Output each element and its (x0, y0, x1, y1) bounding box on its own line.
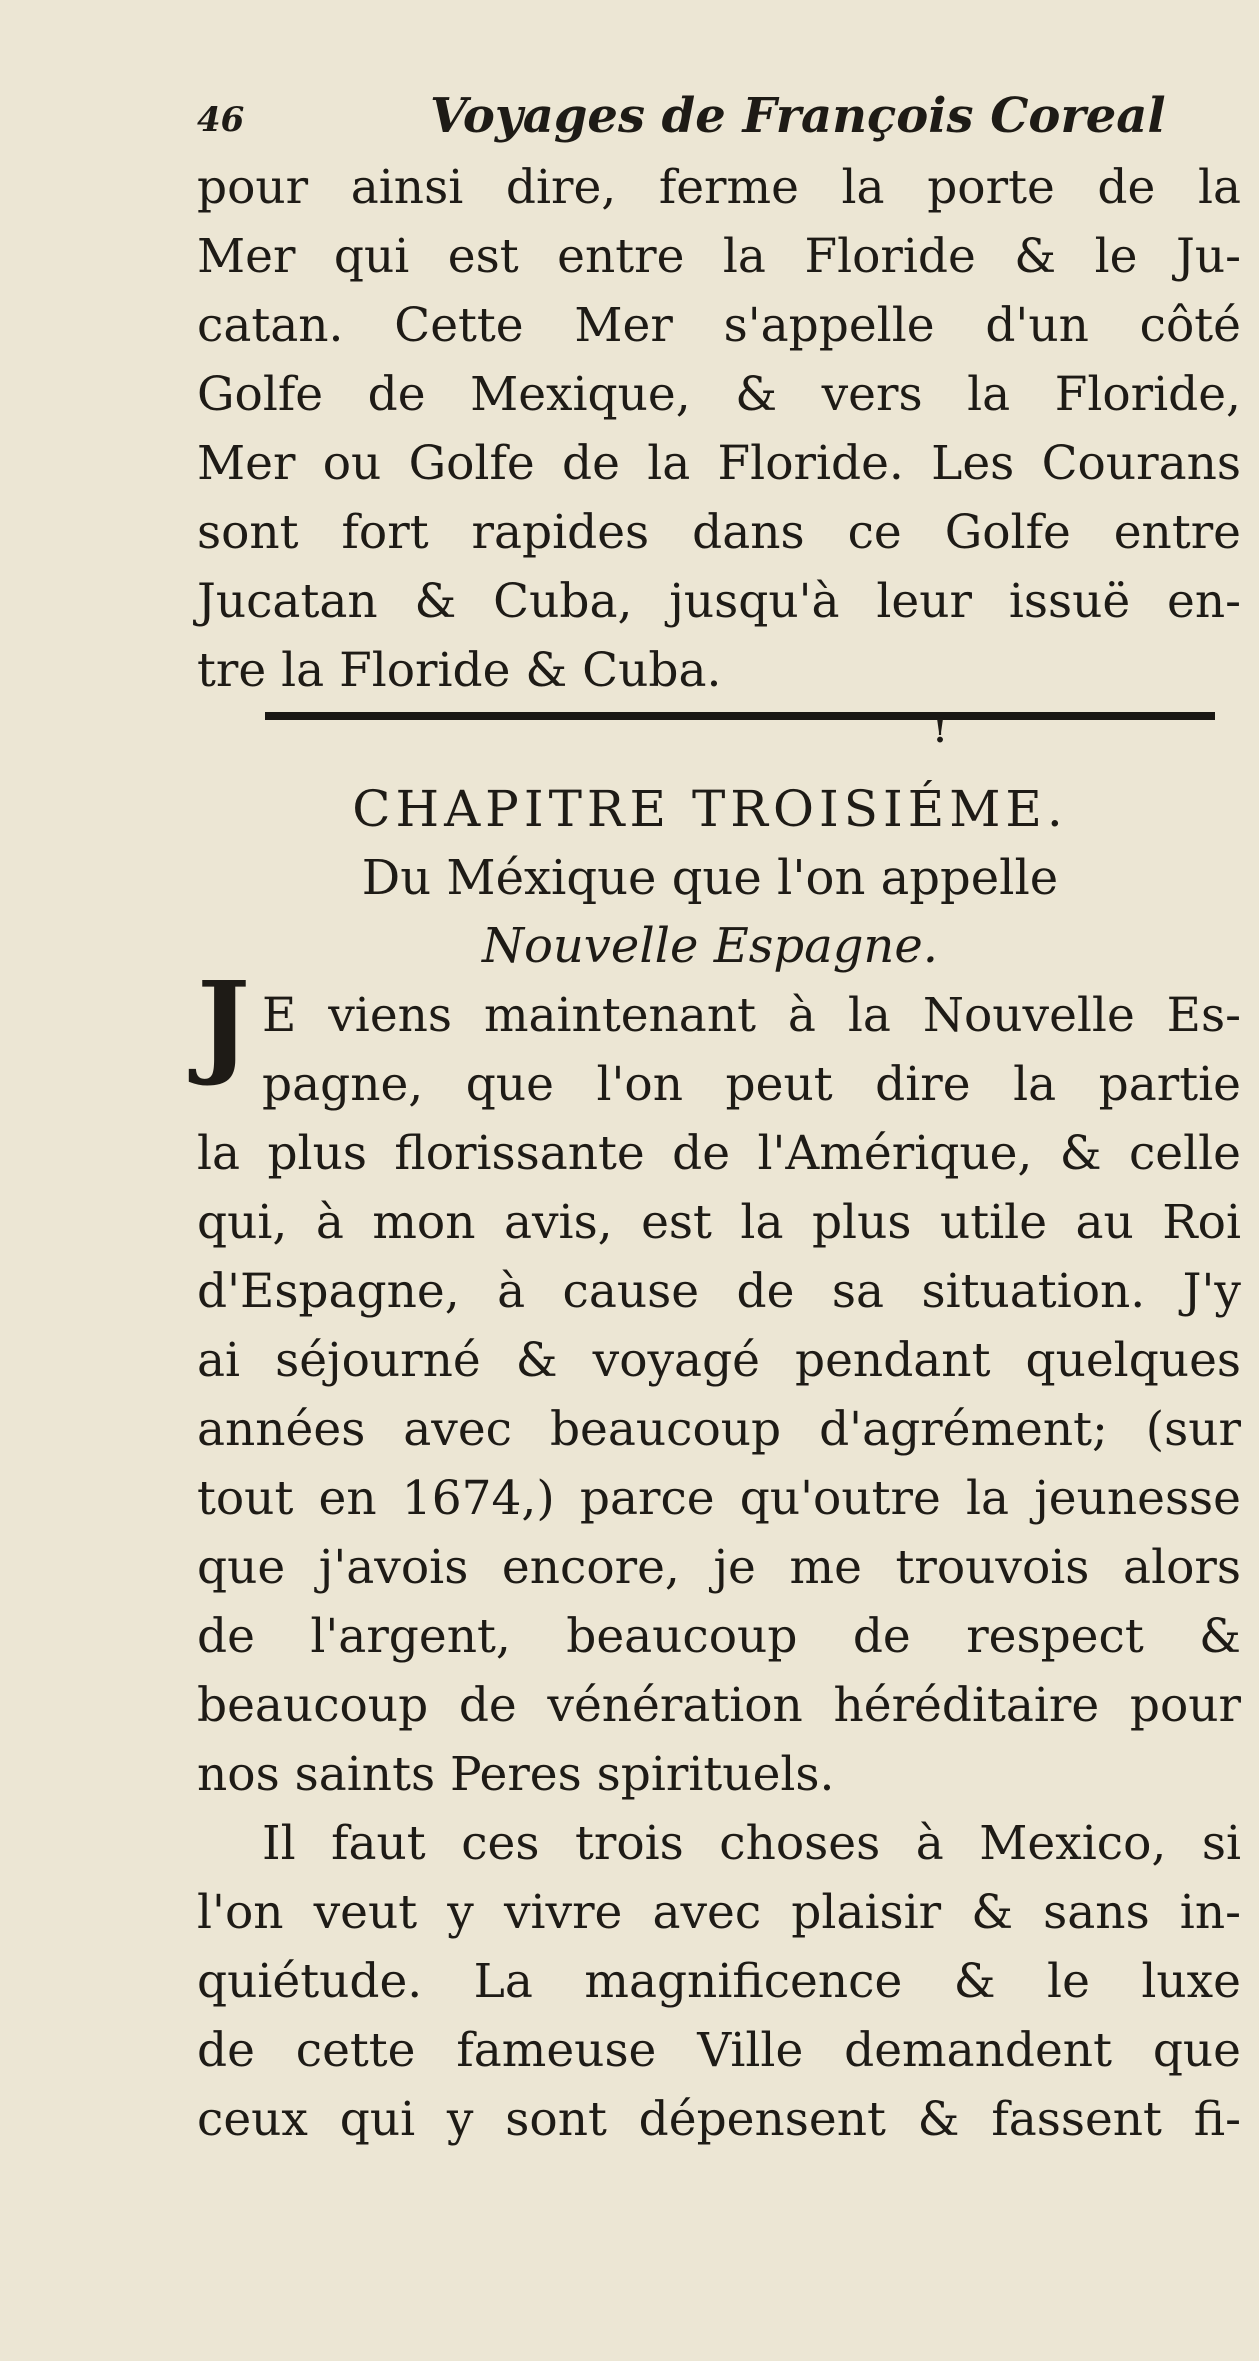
text-line: nos saints Peres spirituels. (197, 1747, 835, 1802)
text-line: Jucatan & Cuba, jusqu'à leur issuë en- (197, 574, 1241, 629)
printer-mark: ! (933, 712, 948, 750)
text-line: Il faut ces trois choses à Mexico, si (262, 1816, 1241, 1871)
text-line: pagne, que l'on peut dire la partie (262, 1057, 1241, 1112)
text-line: la plus florissante de l'Amérique, & celle (197, 1126, 1241, 1181)
text-line: que j'avois encore, je me trouvois alors (197, 1540, 1241, 1595)
text-line: l'on veut y vivre avec plaisir & sans in- (197, 1885, 1241, 1940)
text-line: sont fort rapides dans ce Golfe entre (197, 505, 1241, 560)
text-line: Golfe de Mexique, & vers la Floride, (197, 367, 1241, 422)
text-line: de cette fameuse Ville demandent que (197, 2023, 1241, 2078)
text-line: qui, à mon avis, est la plus utile au Roi (197, 1195, 1241, 1250)
text-line: tout en 1674,) parce qu'outre la jeunesse (197, 1471, 1241, 1526)
text-line: beaucoup de vénération héréditaire pour (197, 1678, 1241, 1733)
text-line: ai séjourné & voyagé pendant quelques (197, 1333, 1241, 1388)
section-divider (265, 712, 1215, 720)
page-number: 46 (197, 100, 245, 140)
text-line: années avec beaucoup d'agrément; (sur (197, 1402, 1241, 1457)
text-line: d'Espagne, à cause de sa situation. J'y (197, 1264, 1241, 1319)
text-line: pour ainsi dire, ferme la porte de la (197, 160, 1241, 215)
chapter-subtitle-line-1: Du Méxique que l'on appelle (361, 850, 1059, 906)
chapter-subtitle-line-2: Nouvelle Espagne. (481, 918, 939, 974)
running-title: Voyages de François Coreal (430, 88, 1166, 144)
text-line: de l'argent, beaucoup de respect & (197, 1609, 1241, 1664)
text-line: E viens maintenant à la Nouvelle Es- (262, 988, 1241, 1043)
drop-cap: J (197, 958, 250, 1089)
text-line: quiétude. La magnificence & le luxe (197, 1954, 1241, 2009)
text-line: Mer ou Golfe de la Floride. Les Courans (197, 436, 1241, 491)
text-line: ceux qui y sont dépensent & fassent fi- (197, 2092, 1241, 2147)
text-line: tre la Floride & Cuba. (197, 643, 722, 698)
text-line: catan. Cette Mer s'appelle d'un côté (197, 298, 1241, 353)
chapter-title: CHAPITRE TROISIÉME. (352, 780, 1068, 838)
text-line: Mer qui est entre la Floride & le Ju- (197, 229, 1241, 284)
